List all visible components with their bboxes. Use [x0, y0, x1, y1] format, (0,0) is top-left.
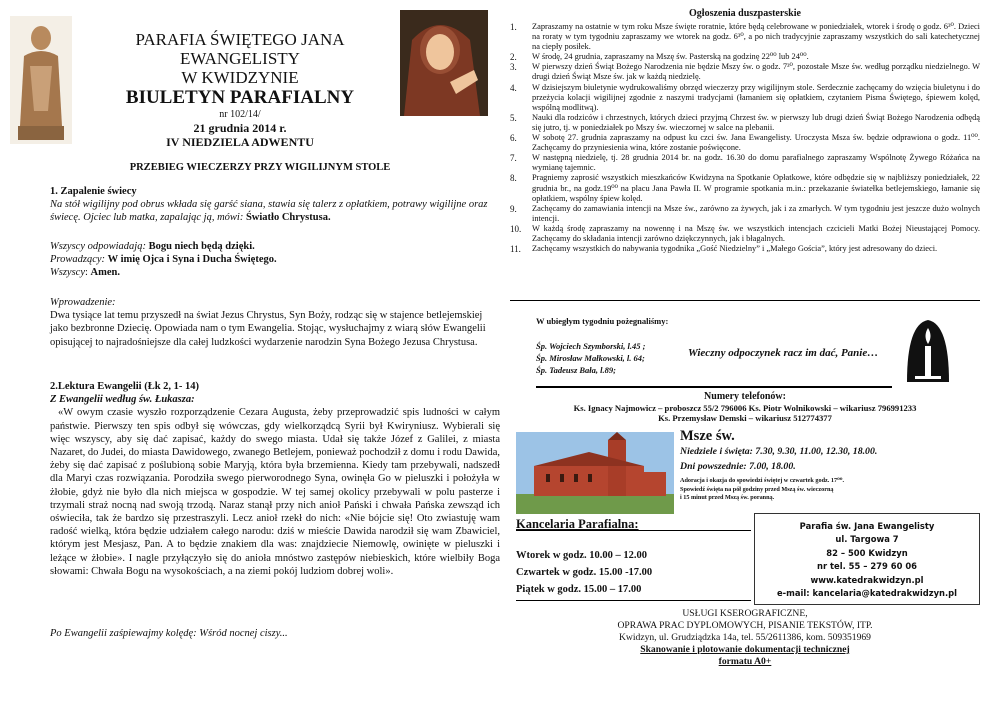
announcement-number: 10.	[510, 223, 522, 234]
ad-line: USŁUGI KSEROGRAFICZNE,	[682, 608, 808, 619]
liturgical-sunday: IV NIEDZIELA ADWENTU	[166, 135, 314, 149]
intro-text: Dwa tysiące lat temu przyszedł na świat Jezus Chrystus, Syn Boży, rodząc się w stajence betlejemskiej jako bezbronne Dziecię. Opowiada nam o tym Ewangelia. Stojąc, wysłuchajmy z wiarą słów Ewangelii opisującej to najradośniejsze dla całej ludzkości wydarzenie narodzin Syna Bożego Jezusa Chrystusa.	[50, 310, 486, 348]
madonna-painting-image	[400, 10, 488, 116]
announcement-text: W każdą środę zapraszamy na nowennę i na Mszę św. we wszystkich intencjach czcicieli Matki Bożej Nieustającej Pomocy. Zachęcamy do składania intencji zarówno dziękczynnych, jak i błagalnych.	[532, 223, 980, 243]
ad-line: OPRAWA PRAC DYPLOMOWYCH, PISANIE TEKSTÓW, ITP.	[617, 620, 873, 631]
announcement-item	[510, 52, 980, 62]
ritual-responses: Wszyscy odpowiadają: Bogu niech będą dzięki. Prowadzący: W imię Ojca i Syna i Ducha Świętego. Wszyscy: Amen.	[50, 241, 277, 279]
divider	[516, 600, 751, 601]
obituary-title: W ubiegłym tygodniu pożegnaliśmy:	[536, 316, 669, 326]
announcement-number: 6.	[510, 133, 517, 144]
gospel-heading: 2.Lektura Ewangelii (Łk 2, 1- 14)	[50, 381, 200, 392]
divider	[536, 386, 892, 388]
office-title: Kancelaria Parafialna:	[516, 517, 639, 531]
response-text: Bogu niech będą dzięki.	[148, 241, 255, 252]
announcement-number: 1.	[510, 22, 517, 32]
mass-title: Msze św.	[680, 428, 735, 444]
announcement-text: W następną niedzielę, tj. 28 grudnia 2014 br. na godz. 16.30 do domu parafialnego zapraszamy Wspólnotę Żywego Różańca na wymianę tajemnic.	[532, 153, 980, 173]
phones-line: Ks. Przemysław Demski – wikariusz 512774377	[658, 413, 832, 423]
announcement-item	[510, 173, 980, 203]
response-speaker: Prowadzący:	[50, 254, 106, 266]
contact-line: nr tel. 55 – 279 60 06	[817, 561, 917, 572]
divider	[510, 300, 980, 301]
ritual-introduction	[50, 296, 500, 349]
announcement-text: Zachęcamy do zamawiania intencji na Msze św., zarówno za żywych, jak i za zmarłych. W tym tygodniu jest jeszcze dużo wolnych intencji.	[532, 203, 980, 223]
announcement-text: Pragniemy zaprosić wszystkich mieszkańców Kwidzyna na Spotkanie Opłatkowe, które odbędzie się w najbliższy poniedziałek, 22 grudnia br., na godz.19⁰⁰ na placu Jana Pawła II. W programie spotkania m.in.: przekazanie światełka betlejemskiego, łamanie się opłatkiem, wspólny śpiew kolęd.	[532, 173, 980, 203]
announcement-number: 7.	[510, 153, 517, 164]
confession-notes	[680, 477, 844, 503]
ad-line: Skanowanie i plotowanie dokumentacji technicznej	[640, 644, 850, 655]
after-gospel-note: Po Ewangelii zaśpiewajmy kolędę: Wśród nocnej ciszy...	[50, 628, 288, 639]
confession-note: Spowiedź święta na pół godziny przed Mszą św. wieczorną	[680, 485, 834, 493]
response-speaker: Wszyscy odpowiadają:	[50, 241, 146, 252]
gospel-text: «W owym czasie wyszło rozporządzenie Cezara Augusta, żeby przeprowadzić spis ludności w całym państwie. Pierwszy ten spis odbył się wówczas, gdy wielkorządcą Syrii był Kwiryniusz. Wybierali się więc wszyscy, aby się dać zapisać, każdy do swego miasta. Udał się także Józef z Galilei, z miasta Nazaret, do Judei, do miasta Dawidowego, zwanego Betlejem, ponieważ pochodził z domu i rodu Dawida, żeby się dać zapisać z poślubioną sobie Maryją, która była brzemienna. Kiedy tam przebywali, nadszedł dla Maryi czas rozwiązania. Porodziła swego pierworodnego Syna, owinęła Go w pieluszki i położyła w żłobie, gdyż nie było dla nich miejsca w gospodzie. W tej samej okolicy przebywali w polu pasterze i trzymali straż nocną nad swoją trzodą. Naraz stanął przy nich anioł Pański i chwała Pańska zewsząd ich oświeciła, tak że bardzo się przestraszyli. Lecz anioł rzekł do nich: «Nie bójcie się! Oto zwiastuję wam radość wielką, która będzie udziałem całego narodu: dziś w mieście Dawida narodził się wam Zbawiciel, którym jest Mesjasz, Pan. A to będzie znakiem dla was: znajdziecie Niemowlę, owinięte w pieluszki i leżące w żłobie». I nagle przyłączyło się do anioła mnóstwo zastępów niebieskich, które wielbiły Boga słowami: Chwała Bogu na wysokościach, a na ziemi pokój ludziom dobrej woli».	[50, 407, 500, 577]
announcement-item	[510, 83, 980, 113]
obituary-name: Śp. Tadeusz Bała, l.89;	[536, 365, 616, 375]
phone-numbers	[510, 392, 980, 424]
confession-note: Adoracja i okazja do spowiedzi świętej w czwartek godz. 17⁰⁰.	[680, 477, 845, 484]
announcement-item	[510, 153, 980, 173]
office-hours	[516, 547, 652, 598]
mass-times: : 7.00, 18.00.	[743, 461, 796, 472]
announcement-text: Zapraszamy na ostatnie w tym roku Msze święte roratnie, które będą celebrowane w poniedziałek, wtorek i środę o godz. 6³⁰. Dzieci na roraty w tym tygodniu zapraszamy we wtorek na godz. 6³⁰, a po nich tradycyjnie zapraszamy wszystkich do sali katechetycznej na ciepły posiłek.	[532, 22, 980, 52]
response-text: W imię Ojca i Syna i Ducha Świętego.	[107, 254, 277, 266]
office-hours-line: Wtorek w godz. 10.00 – 12.00	[516, 550, 648, 561]
mass-sunday-times	[680, 446, 877, 457]
contact-line: ul. Targowa 7	[835, 534, 899, 545]
announcement-item	[510, 113, 980, 133]
intro-label: Wprowadzenie:	[50, 297, 116, 308]
mass-times: : 7.30, 9.30, 11.00, 12.30, 18.00.	[749, 446, 878, 457]
announcement-text: Nauki dla rodziców i chrzestnych, których dzieci przyjmą Chrzest św. w pierwszy lub drugi dzień Świąt Bożego Narodzenia odbędą się jutro, tj. w poniedziałek po Mszy św. wieczornej w salce na plebanii.	[532, 112, 980, 132]
obituary-name: Śp. Wojciech Szymborski, l.45 ;	[536, 341, 646, 351]
announcement-text: Zachęcamy wszystkich do nabywania tygodnika „Gość Niedzielny” i „Małego Gościa”, który jest adresowany do dzieci.	[532, 244, 938, 254]
divider	[516, 530, 751, 531]
response-speaker: Wszyscy	[50, 267, 85, 279]
announcement-number: 8.	[510, 173, 517, 184]
announcement-number: 2.	[510, 52, 517, 63]
announcements-list	[510, 22, 980, 254]
copy-service-ad	[510, 608, 980, 668]
bulletin-header	[80, 30, 400, 149]
announcement-text: W środę, 24 grudnia, zapraszamy na Mszę św. Pasterską na godzinę 22⁰⁰ lub 24⁰⁰.	[532, 52, 809, 62]
response-text: Amen.	[90, 267, 121, 279]
announcement-text: W pierwszy dzień Świąt Bożego Narodzenia nie będzie Mszy św. o godz. 7³⁰, pozostałe Msze św. według porządku niedzielnego. W drugi dzień Świąt Msze św. jak w każdą niedzielę.	[532, 62, 980, 82]
announcement-number: 11.	[510, 244, 521, 255]
eternal-rest-prayer: Wieczny odpoczynek racz im dać, Panie…	[688, 347, 879, 359]
office-hours-line: Piątek w godz. 15.00 – 17.00	[516, 584, 642, 595]
parish-city: W KWIDZYNIE	[181, 68, 299, 87]
issue-date: 21 grudnia 2014 r.	[193, 121, 287, 135]
announcement-item	[510, 62, 980, 82]
section-response: Światło Chrystusa.	[245, 212, 331, 224]
contact-line: Parafia św. Jana Ewangelisty	[799, 521, 935, 531]
ritual-gospel	[50, 380, 500, 578]
bulletin-title: BIULETYN PARAFIALNY	[125, 87, 355, 108]
castle-photo-image	[516, 432, 674, 514]
office-hours-line: Czwartek w godz. 15.00 -17.00	[516, 567, 653, 578]
announcement-number: 9.	[510, 203, 517, 214]
ritual-section-candle	[50, 185, 500, 225]
ad-line: Kwidzyn, ul. Grudziądzka 14a, tel. 55/2611386, kom. 509351969	[619, 632, 871, 643]
announcement-item	[510, 133, 980, 153]
parish-name: PARAFIA ŚWIĘTEGO JANA EWANGELISTY	[135, 30, 345, 68]
website-link[interactable]: www.katedrakwidzyn.pl	[810, 574, 924, 585]
obituary-name: Śp. Mirosław Małkowski, l. 64;	[536, 353, 645, 363]
contact-line: 82 – 500 Kwidzyn	[826, 547, 908, 558]
announcement-number: 4.	[510, 82, 517, 93]
mass-weekday-times	[680, 461, 796, 472]
candle-icon	[905, 318, 951, 384]
ad-line: formatu A0+	[718, 656, 772, 667]
confession-note: i 15 minut przed Mszą św. poranną.	[680, 494, 775, 501]
mass-label: Niedziele i święta	[680, 446, 750, 457]
ritual-title: PRZEBIEG WIECZERZY PRZY WIGILIJNYM STOLE	[129, 162, 391, 173]
parish-contact-box	[754, 513, 980, 605]
saint-statue-image	[10, 16, 72, 144]
announcement-number: 5.	[510, 112, 517, 123]
obituary-names	[536, 340, 645, 376]
email-link[interactable]: e-mail: kancelaria@katedrakwidzyn.pl	[776, 588, 958, 599]
section-heading: 1. Zapalenie świecy	[50, 186, 137, 197]
announcement-number: 3.	[510, 62, 517, 73]
announcement-item	[510, 204, 980, 224]
announcement-text: W sobotę 27. grudnia zapraszamy na odpust ku czci św. Jana Ewangelisty. Uroczysta Msza św. będzie odprawiona o godz. 11⁰⁰. Zachęcamy do przyniesienia wina, które zostanie poświęcone.	[532, 133, 980, 153]
phones-line: Ks. Ignacy Najmowicz – proboszcz 55/2 796006 Ks. Piotr Wolnikowski – wikariusz 796991233	[573, 402, 917, 413]
announcement-item	[510, 22, 980, 52]
announcement-item	[510, 244, 980, 254]
announcement-item	[510, 224, 980, 244]
announcement-text: W dzisiejszym biuletynie wydrukowaliśmy obrzęd wieczerzy przy wigilijnym stole. Serdecznie zachęcamy do wzięcia biuletynu i do przeżycia kolacji wigilijnej zgodnie z naszymi tradycjami (łamaniem się opłatkiem, czytaniem Pisma Świętego, śpiewem kolęd, wspólną modlitwą).	[532, 82, 980, 112]
phones-title: Numery telefonów:	[704, 391, 786, 402]
gospel-subheading: Z Ewangelii według św. Łukasza:	[50, 394, 195, 406]
mass-label: Dni powszednie	[680, 461, 744, 472]
issue-number: nr 102/14/	[219, 109, 261, 120]
section-text: Na stół wigilijny pod obrus wkłada się garść siana, stawia się talerz z opłatkiem, potrawy wigilijne oraz świecę. Ojciec lub matka, zapalając ją, mówi:	[50, 199, 488, 224]
announcements-title: Ogłoszenia duszpasterskie	[689, 8, 801, 19]
